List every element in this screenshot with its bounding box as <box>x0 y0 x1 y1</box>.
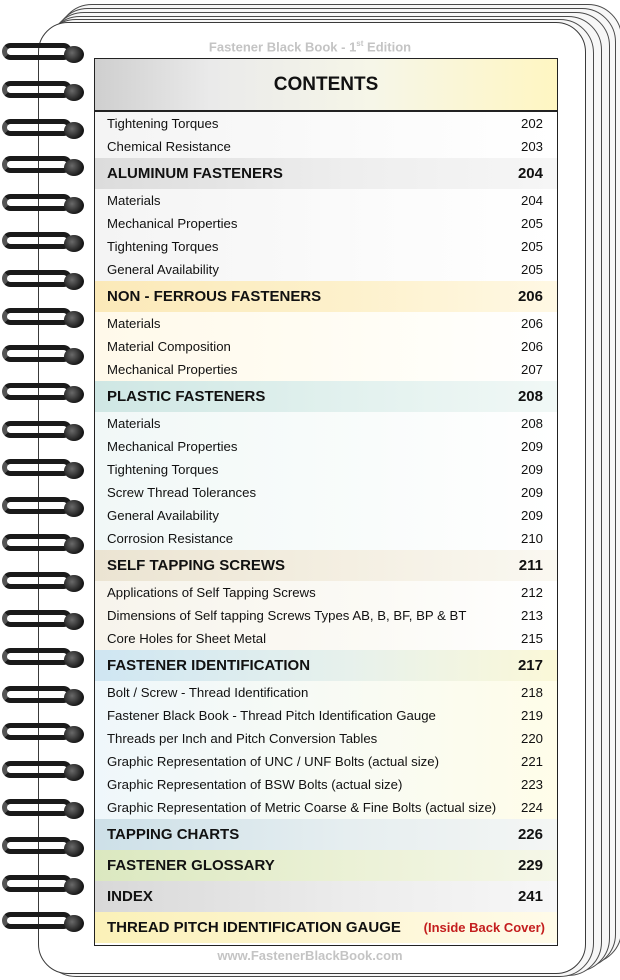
spiral-coil <box>2 494 90 520</box>
section-heading[interactable]: NON - FERROUS FASTENERS 206 <box>95 281 557 312</box>
spiral-coil <box>2 191 90 217</box>
toc-entry[interactable]: Applications of Self Tapping Screws 212 <box>107 585 543 600</box>
spiral-coil <box>2 116 90 142</box>
spiral-coil <box>2 229 90 255</box>
section-heading[interactable]: SELF TAPPING SCREWS 211 <box>95 550 557 581</box>
spiral-coil <box>2 40 90 66</box>
book-header: Fastener Black Book - 1st Edition <box>208 39 412 55</box>
toc-entry[interactable]: Mechanical Properties 205 <box>107 216 543 231</box>
toc-entry[interactable]: Graphic Representation of BSW Bolts (actual size) 223 <box>107 777 543 792</box>
toc-entry[interactable]: Mechanical Properties 209 <box>107 439 543 454</box>
section-plastic <box>95 381 557 550</box>
toc-entry[interactable]: Tightening Torques 209 <box>107 462 543 477</box>
spiral-coil <box>2 720 90 746</box>
toc-entry[interactable]: General Availability 205 <box>107 262 543 277</box>
spiral-coil <box>2 872 90 898</box>
toc-entry[interactable]: Bolt / Screw - Thread Identification 218 <box>107 685 543 700</box>
contents-title: CONTENTS <box>95 59 557 112</box>
spiral-coil <box>2 342 90 368</box>
spiral-coil <box>2 758 90 784</box>
section-identification <box>95 650 557 819</box>
inside-back-cover-note: (Inside Back Cover) <box>423 920 545 935</box>
toc-entry[interactable]: Materials 204 <box>107 193 543 208</box>
section-heading[interactable]: PLASTIC FASTENERS 208 <box>95 381 557 412</box>
spiral-coil <box>2 909 90 935</box>
section-self-tapping <box>95 550 557 650</box>
toc-entry[interactable]: Tightening Torques 202 <box>107 116 543 131</box>
spiral-coil <box>2 78 90 104</box>
toc-entry[interactable]: Graphic Representation of Metric Coarse & Fine Bolts (actual size) 224 <box>107 800 543 815</box>
website-footer: www.FastenerBlackBook.com <box>217 948 403 963</box>
section-aluminum <box>95 158 557 281</box>
spiral-coil <box>2 569 90 595</box>
spiral-coil <box>2 645 90 671</box>
toc-entry[interactable]: General Availability 209 <box>107 508 543 523</box>
toc-entry[interactable]: Materials 206 <box>107 316 543 331</box>
toc-entry[interactable]: Threads per Inch and Pitch Conversion Tables 220 <box>107 731 543 746</box>
section-general <box>95 112 557 158</box>
section-thread-gauge[interactable]: THREAD PITCH IDENTIFICATION GAUGE (Inside Back Cover) <box>95 912 557 943</box>
toc-entry[interactable]: Materials 208 <box>107 416 543 431</box>
spiral-coil <box>2 834 90 860</box>
spiral-coil <box>2 418 90 444</box>
toc-entry[interactable]: Corrosion Resistance 210 <box>107 531 543 546</box>
toc-entry[interactable]: Core Holes for Sheet Metal 215 <box>107 631 543 646</box>
spiral-coil <box>2 153 90 179</box>
section-heading[interactable]: FASTENER IDENTIFICATION 217 <box>95 650 557 681</box>
spiral-coil <box>2 380 90 406</box>
toc-entry[interactable]: Screw Thread Tolerances 209 <box>107 485 543 500</box>
spiral-coil <box>2 607 90 633</box>
spiral-coil <box>2 267 90 293</box>
toc-entry[interactable]: Graphic Representation of UNC / UNF Bolts (actual size) 221 <box>107 754 543 769</box>
toc-entry[interactable]: Tightening Torques 205 <box>107 239 543 254</box>
spiral-coil <box>2 456 90 482</box>
contents-table <box>94 58 558 946</box>
spiral-coil <box>2 683 90 709</box>
toc-entry[interactable]: Chemical Resistance 203 <box>107 139 543 154</box>
toc-entry[interactable]: Mechanical Properties 207 <box>107 362 543 377</box>
toc-entry[interactable]: Fastener Black Book - Thread Pitch Identification Gauge 219 <box>107 708 543 723</box>
spiral-coil <box>2 531 90 557</box>
toc-entry[interactable]: Material Composition 206 <box>107 339 543 354</box>
toc-entry[interactable]: Dimensions of Self tapping Screws Types AB, B, BF, BP & BT 213 <box>107 608 543 623</box>
section-glossary[interactable]: FASTENER GLOSSARY 229 <box>95 850 557 881</box>
section-heading[interactable]: ALUMINUM FASTENERS 204 <box>95 158 557 189</box>
section-tapping-charts[interactable]: TAPPING CHARTS 226 <box>95 819 557 850</box>
section-index[interactable]: INDEX 241 <box>95 881 557 912</box>
spiral-coil <box>2 796 90 822</box>
spiral-coil <box>2 305 90 331</box>
section-nonferrous <box>95 281 557 381</box>
